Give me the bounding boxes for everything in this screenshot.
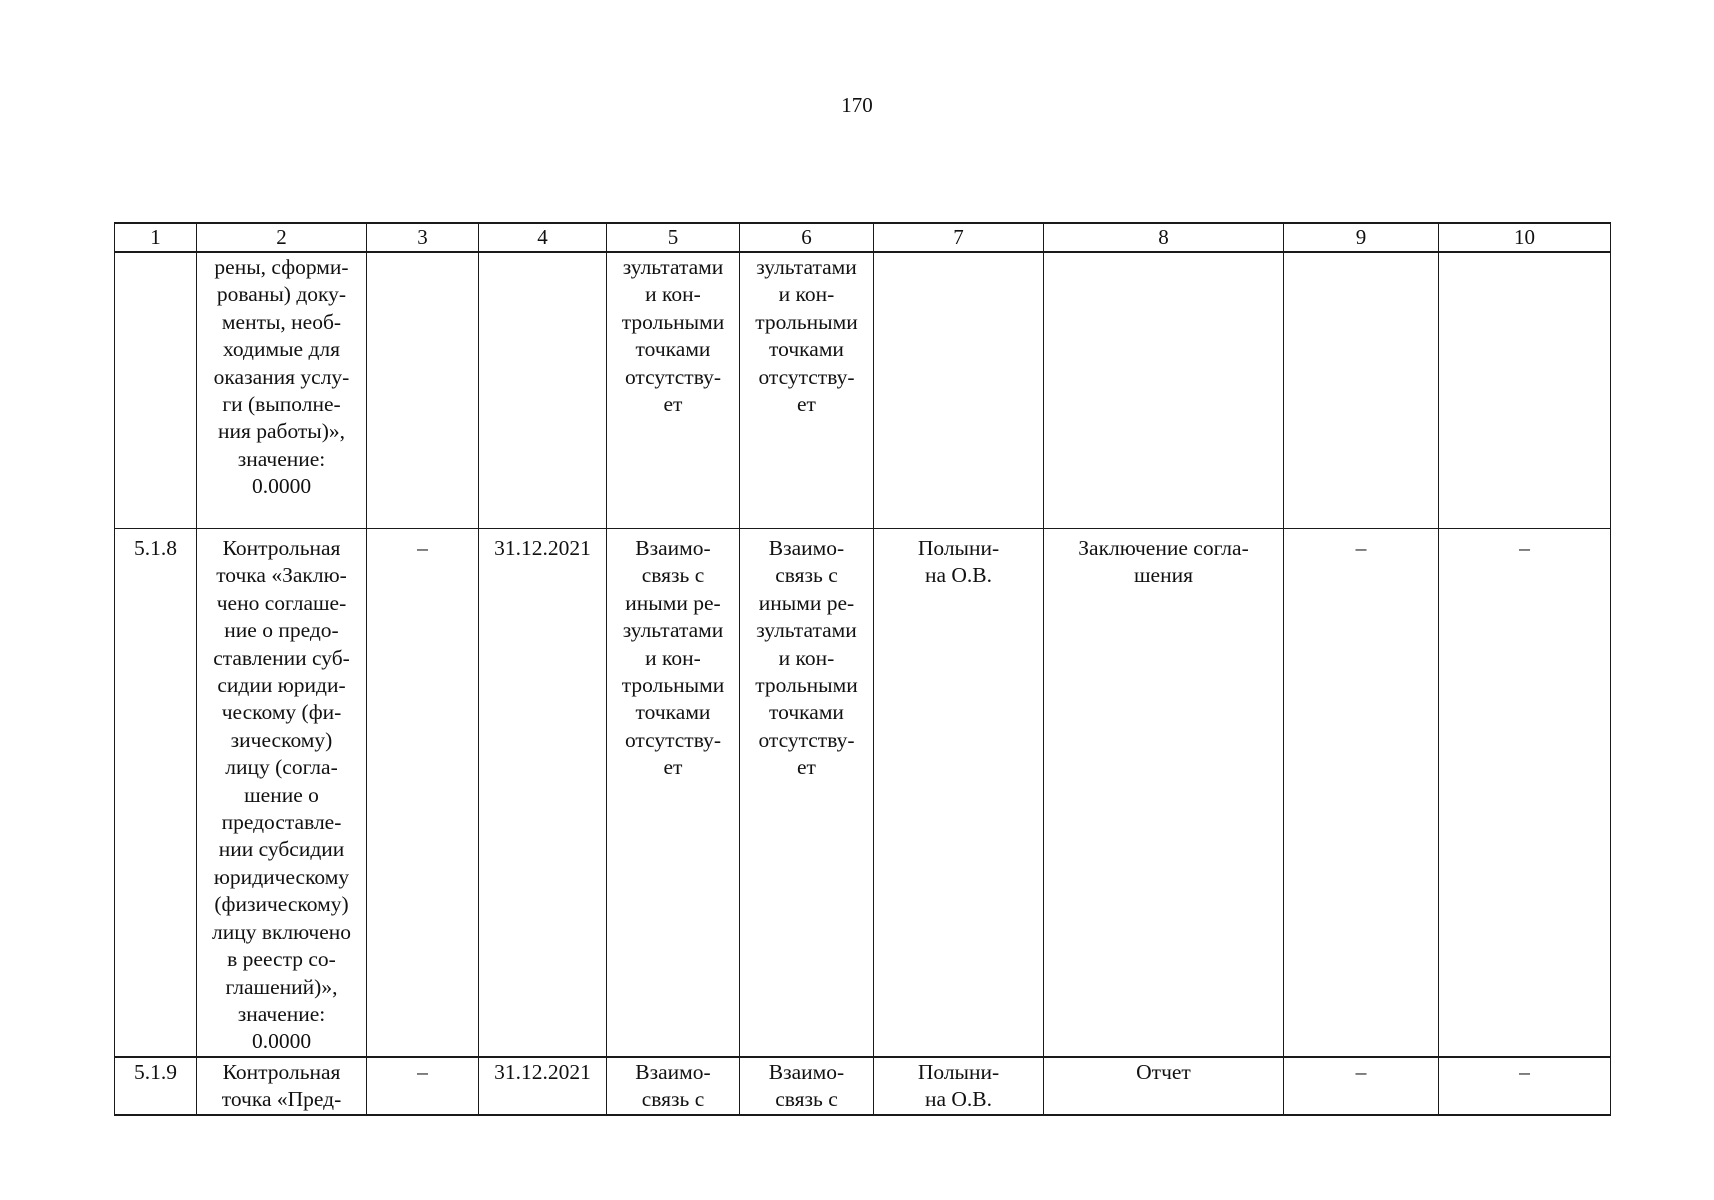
cell-text-line: зультатами	[622, 255, 724, 279]
table-header-row	[115, 223, 1611, 252]
cell-text-line: нии субсидии	[218, 837, 345, 862]
cell-text-line: менты, необ-	[221, 309, 342, 334]
cell-text-line: предоставле-	[221, 810, 342, 835]
cell-text-line: Отчет	[1136, 1060, 1191, 1084]
cell-text-line: –	[1355, 1060, 1367, 1084]
cell-col-6	[740, 1057, 874, 1115]
cell-text-line: ние о предо-	[224, 618, 339, 643]
cell-text-line: трольными	[621, 673, 725, 698]
cell-text-line: глашений)»,	[225, 974, 338, 999]
cell-text-line: 0.0000	[251, 1029, 312, 1054]
column-number-header: 8	[1044, 223, 1284, 252]
cell-text-line: точками	[769, 700, 844, 725]
cell-text-line: –	[1355, 536, 1367, 560]
cell-text-line: Полыни-	[917, 536, 1000, 560]
cell-col-5	[607, 252, 740, 529]
cell-col-9	[1284, 252, 1439, 529]
cell-text-line: связь с	[641, 563, 705, 588]
cell-text-line: рены, сформи-	[214, 255, 349, 279]
cell-col-10	[1439, 529, 1611, 1058]
cell-col-9	[1284, 529, 1439, 1058]
cell-document	[1044, 1057, 1284, 1115]
cell-text-line: лицу (согла-	[225, 755, 338, 780]
cell-text-line: рованы) доку-	[216, 282, 347, 307]
cell-text-line: Взаимо-	[768, 536, 845, 560]
cell-item-number	[115, 529, 197, 1058]
cell-text-line: точками	[769, 337, 844, 362]
cell-text-line: трольными	[621, 309, 725, 334]
cell-col-3	[367, 529, 479, 1058]
cell-text-line: значение:	[237, 1001, 326, 1026]
cell-col-10	[1439, 1057, 1611, 1115]
cell-text-line: ет	[663, 755, 683, 780]
cell-text-line: Взаимо-	[635, 1060, 711, 1084]
cell-text-line: ет	[663, 392, 683, 417]
cell-text-line: ет	[797, 755, 816, 780]
cell-text-line: шения	[1134, 563, 1193, 588]
cell-text-line: точка «Пред-	[221, 1087, 342, 1112]
cell-description	[197, 252, 367, 529]
cell-text-line: (физическому)	[214, 892, 349, 917]
cell-date	[479, 252, 607, 529]
cell-text-line: на О.В.	[924, 1087, 993, 1112]
cell-text-line: и кон-	[778, 282, 835, 307]
cell-text-line: и кон-	[645, 282, 701, 307]
cell-text-line: трольными	[755, 673, 858, 698]
cell-text-line: –	[417, 1060, 428, 1084]
column-number-header: 2	[197, 223, 367, 252]
cell-col-9	[1284, 1057, 1439, 1115]
cell-text-line: отсутству-	[758, 727, 855, 752]
cell-text-line: 5.1.8	[134, 536, 177, 560]
column-number-header: 10	[1439, 223, 1611, 252]
plan-table	[114, 222, 1611, 1116]
cell-text-line: Контрольная	[222, 1060, 341, 1084]
cell-text-line: 31.12.2021	[494, 536, 591, 560]
cell-text-line: точками	[635, 700, 711, 725]
cell-date	[479, 1057, 607, 1115]
cell-date	[479, 529, 607, 1058]
cell-text-line: значение:	[237, 446, 326, 471]
column-number-header: 5	[607, 223, 740, 252]
table-row	[115, 529, 1611, 1058]
cell-text-line: сидии юриди-	[217, 673, 346, 698]
cell-description	[197, 529, 367, 1058]
column-number-header: 3	[367, 223, 479, 252]
cell-text-line: ги (выполне-	[222, 392, 341, 417]
cell-col-3	[367, 1057, 479, 1115]
cell-text-line: –	[1519, 1060, 1530, 1084]
cell-text-line: связь с	[775, 1087, 838, 1112]
cell-document	[1044, 529, 1284, 1058]
cell-item-number	[115, 252, 197, 529]
cell-text-line: ставлении суб-	[213, 645, 350, 670]
cell-text-line: трольными	[755, 309, 858, 334]
cell-text-line: юридическому	[213, 864, 350, 889]
column-number-header: 4	[479, 223, 607, 252]
cell-col-6	[740, 252, 874, 529]
cell-text-line: шение о	[244, 782, 319, 807]
cell-responsible	[874, 252, 1044, 529]
cell-text-line: иными ре-	[625, 590, 721, 615]
cell-text-line: зультатами	[622, 618, 724, 643]
cell-description	[197, 1057, 367, 1115]
cell-text-line: 31.12.2021	[494, 1060, 591, 1084]
cell-text-line: иными ре-	[758, 590, 855, 615]
column-number-header: 6	[740, 223, 874, 252]
cell-text-line: 5.1.9	[134, 1060, 177, 1084]
cell-text-line: 0.0000	[251, 474, 312, 499]
cell-text-line: –	[1519, 536, 1530, 560]
cell-text-line: Заключение согла-	[1078, 536, 1249, 560]
cell-text-line: зическому)	[230, 727, 333, 752]
cell-text-line: Взаимо-	[768, 1060, 845, 1084]
cell-text-line: лицу включено	[211, 919, 352, 944]
cell-text-line: точками	[635, 337, 711, 362]
cell-responsible	[874, 1057, 1044, 1115]
column-number-header: 9	[1284, 223, 1439, 252]
cell-text-line: Полыни-	[917, 1060, 1000, 1084]
cell-item-number	[115, 1057, 197, 1115]
cell-text-line: в реестр со-	[227, 947, 336, 972]
cell-text-line: и кон-	[645, 645, 701, 670]
page-number: 170	[841, 93, 873, 117]
cell-text-line: чено соглаше-	[216, 590, 347, 615]
cell-text-line: точка «Заклю-	[216, 563, 347, 588]
cell-text-line: ходимые для	[222, 337, 341, 362]
cell-text-line: связь с	[775, 563, 838, 588]
cell-text-line: зультатами	[756, 255, 857, 279]
column-number-header: 1	[115, 223, 197, 252]
cell-text-line: отсутству-	[758, 364, 855, 389]
cell-text-line: и кон-	[778, 645, 835, 670]
cell-text-line: ческому (фи-	[221, 700, 342, 725]
cell-text-line: отсутству-	[624, 727, 722, 752]
cell-text-line: Контрольная	[222, 536, 341, 560]
cell-col-5	[607, 529, 740, 1058]
cell-text-line: на О.В.	[924, 563, 993, 588]
cell-col-6	[740, 529, 874, 1058]
cell-text-line: отсутству-	[624, 364, 722, 389]
column-number-header: 7	[874, 223, 1044, 252]
cell-text-line: связь с	[641, 1087, 705, 1112]
cell-text-line: оказания услу-	[213, 364, 350, 389]
cell-col-3	[367, 252, 479, 529]
cell-text-line: Взаимо-	[635, 536, 711, 560]
cell-col-5	[607, 1057, 740, 1115]
cell-text-line: –	[417, 536, 428, 560]
cell-document	[1044, 252, 1284, 529]
cell-text-line: ния работы)»,	[217, 419, 346, 444]
table-row	[115, 252, 1611, 529]
cell-col-10	[1439, 252, 1611, 529]
cell-responsible	[874, 529, 1044, 1058]
table-row	[115, 1057, 1611, 1115]
cell-text-line: зультатами	[756, 618, 857, 643]
cell-text-line: ет	[797, 392, 816, 417]
